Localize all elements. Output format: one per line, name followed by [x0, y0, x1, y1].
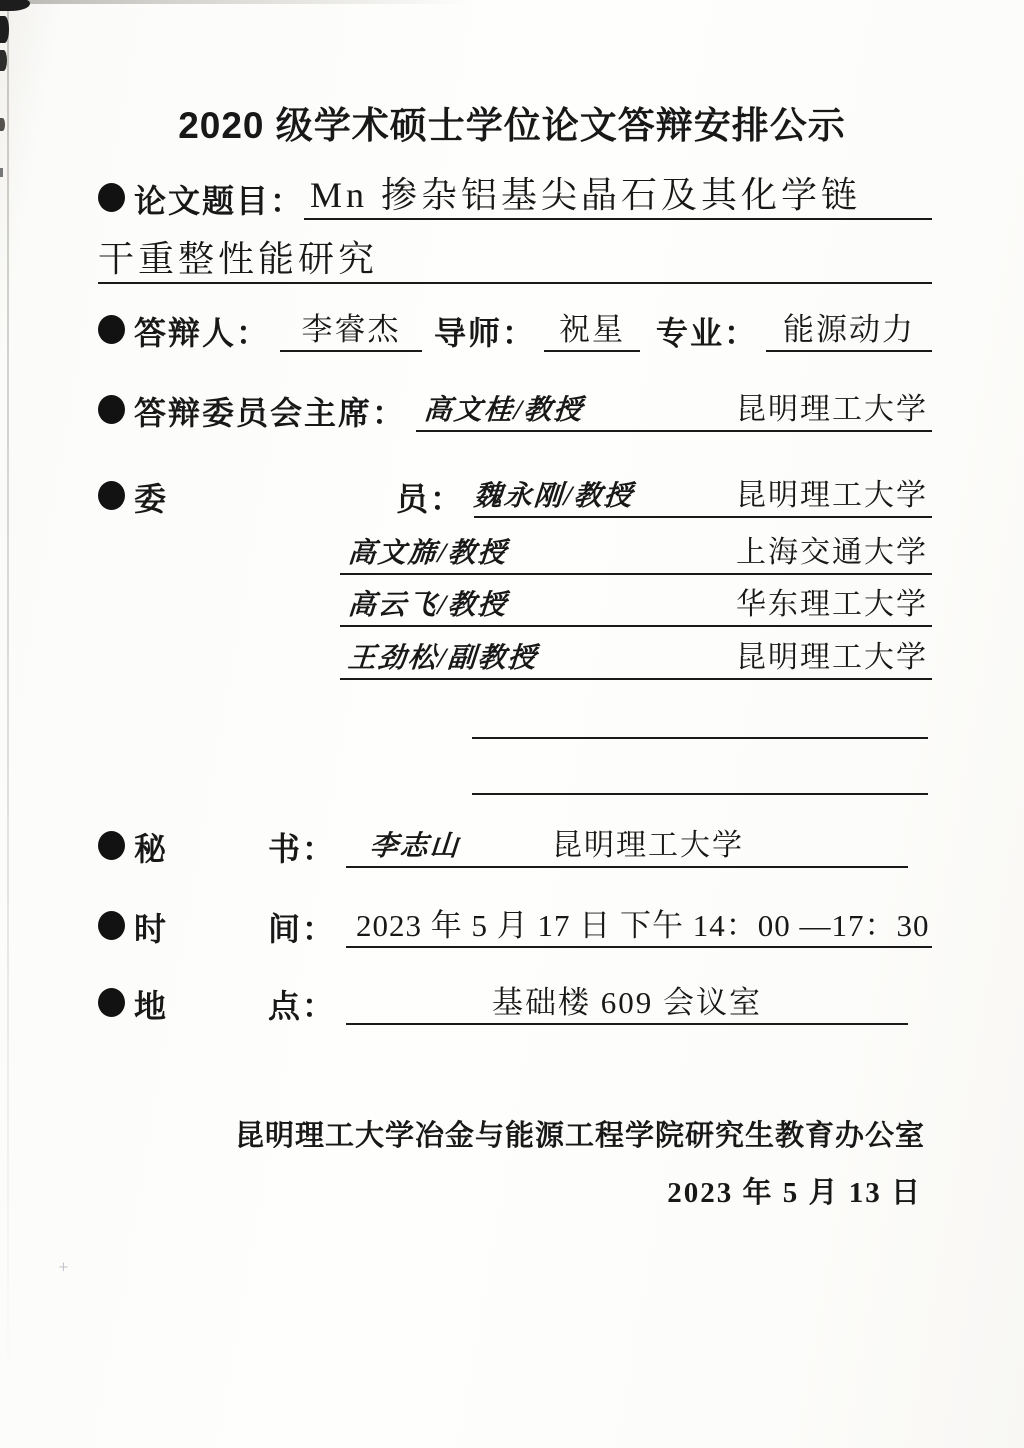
secretary-label-right: 书： [268, 831, 337, 868]
thesis-title-row-2 [98, 238, 932, 284]
time-value: 2023 年 5 月 17 日 下午 14：00 —17：30 [356, 908, 930, 944]
time-label-left: 时 [134, 911, 169, 948]
scan-artifact [0, 168, 3, 177]
thesis-title-row [98, 174, 932, 220]
bullet-icon [98, 831, 125, 860]
chair-affiliation: 昆明理工大学 [736, 393, 928, 426]
committee-row-6-blank [472, 770, 928, 795]
thesis-title-value-line1 [304, 176, 932, 220]
committee-member-field [474, 470, 932, 518]
committee-row-5-blank [472, 714, 928, 739]
committee-member-name: 高文旆/教授 [346, 538, 509, 569]
advisor-name: 祝星 [559, 312, 626, 348]
committee-member-affiliation: 昆明理工大学 [736, 479, 928, 512]
committee-row-4 [340, 636, 932, 680]
defender-row [98, 306, 932, 352]
secretary-label-left: 秘 [134, 831, 169, 868]
thesis-title-text: Mn 掺杂铝基尖晶石及其化学链 [310, 175, 862, 216]
page-title: 2020 级学术硕士学位论文答辩安排公示 [178, 105, 846, 146]
secretary-row [98, 822, 908, 868]
location-value: 基础楼 609 会议室 [492, 985, 763, 1021]
committee-member-name: 王劲松/副教授 [346, 643, 539, 674]
bullet-icon [98, 183, 125, 212]
committee-member-field [340, 527, 932, 575]
thesis-title-label: 论文题目： [134, 183, 305, 220]
location-label-right: 点： [268, 988, 337, 1025]
scan-edge-shadow [0, 0, 470, 4]
committee-label-left: 委 [134, 481, 169, 518]
major-field [766, 312, 932, 352]
committee-member-field-empty [472, 735, 928, 739]
major-label: 专业： [656, 315, 759, 352]
scan-artifact [0, 50, 7, 71]
bullet-icon [98, 481, 125, 510]
committee-member-affiliation: 昆明理工大学 [736, 641, 928, 674]
bullet-icon [98, 315, 125, 344]
location-row [98, 979, 908, 1025]
time-field [346, 908, 932, 948]
committee-member-field [340, 632, 932, 680]
committee-member-affiliation: 上海交通大学 [736, 536, 928, 569]
committee-member-field [340, 579, 932, 627]
advisor-label: 导师： [434, 315, 537, 352]
committee-row-3 [340, 583, 932, 627]
defender-name: 李睿杰 [301, 312, 401, 348]
footer-office: 昆明理工大学冶金与能源工程学院研究生教育办公室 [234, 1120, 925, 1152]
committee-member-field-empty [472, 791, 928, 795]
secretary-field [346, 820, 908, 868]
committee-row-2 [340, 531, 932, 575]
bullet-icon [98, 911, 125, 940]
advisor-name-field [544, 312, 640, 352]
committee-label-right: 员： [396, 481, 465, 518]
scan-artifact [0, 0, 30, 11]
chair-row [98, 386, 932, 432]
location-field [346, 985, 908, 1025]
chair-name: 高文桂/教授 [422, 395, 585, 426]
thesis-title-text-2: 干重整性能研究 [98, 239, 379, 280]
committee-row-1 [98, 472, 932, 518]
committee-member-affiliation: 华东理工大学 [736, 588, 928, 621]
time-label-right: 间： [268, 911, 337, 948]
location-label-left: 地 [134, 988, 169, 1025]
chair-field [416, 384, 932, 432]
thesis-title-value-line2 [98, 240, 932, 284]
chair-label: 答辩委员会主席： [134, 395, 407, 432]
footer-date: 2023 年 5 月 13 日 [667, 1177, 922, 1209]
scan-artifact [0, 16, 9, 43]
time-row [98, 902, 932, 948]
scan-speck: + [58, 1260, 69, 1275]
major-value: 能源动力 [783, 312, 916, 348]
secretary-name: 李志山 [368, 831, 461, 862]
secretary-affiliation: 昆明理工大学 [552, 829, 745, 862]
committee-member-name: 魏永刚/教授 [472, 481, 635, 512]
committee-member-name: 高云飞/教授 [346, 590, 509, 621]
bullet-icon [98, 395, 125, 424]
bullet-icon [98, 988, 125, 1017]
defender-name-field [280, 312, 422, 352]
defender-label: 答辩人： [134, 315, 271, 352]
